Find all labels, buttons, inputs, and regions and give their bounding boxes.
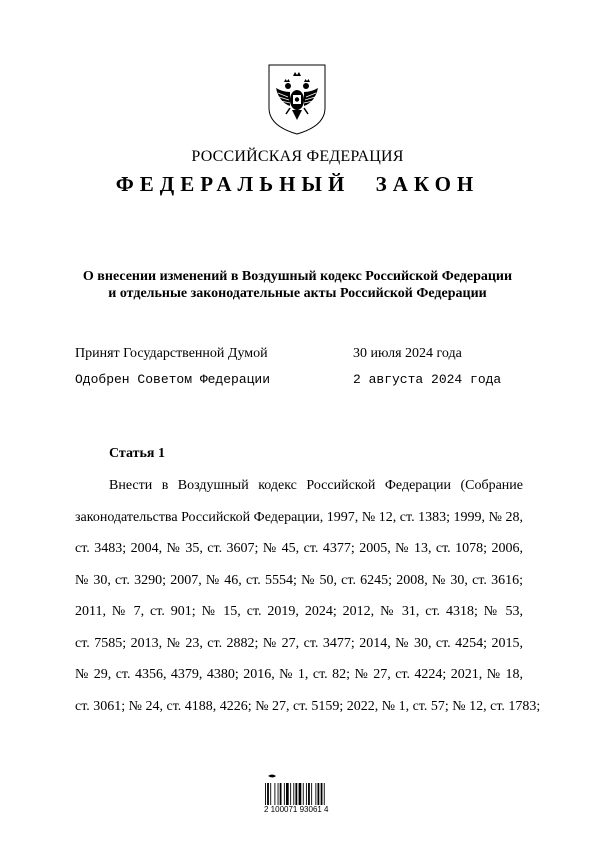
law-title-line-1: О внесении изменений в Воздушный кодекс Российской Федерации bbox=[82, 269, 513, 284]
law-title-line-2: и отдельные законодательные акты Российской Федерации bbox=[108, 286, 487, 301]
article-line: законодательства Российской Федерации, 1997, № 12, ст. 1383; 1999, № 28, bbox=[75, 509, 523, 525]
law-title bbox=[0, 268, 595, 302]
barcode-number: 2 100071 93061 4 bbox=[264, 805, 329, 814]
article-line: Внести в Воздушный кодекс Российской Федерации (Собрание bbox=[109, 478, 523, 493]
article-line: ст. 3483; 2004, № 35, ст. 3607; № 45, ст. 4377; 2005, № 13, ст. 1078; 2006, bbox=[75, 541, 523, 556]
council-approval-date: 2 августа 2024 года bbox=[353, 372, 502, 387]
state-emblem-icon bbox=[266, 62, 328, 136]
duma-adoption-date: 30 июля 2024 года bbox=[353, 346, 462, 361]
article-line: ст. 7585; 2013, № 23, ст. 2882; № 27, ст. 3477; 2014, № 30, ст. 4254; 2015, bbox=[75, 635, 523, 651]
country-name: РОССИЙСКАЯ ФЕДЕРАЦИЯ bbox=[191, 148, 404, 165]
article-line: № 29, ст. 4356, 4379, 4380; 2016, № 1, ст. 82; № 27, ст. 4224; 2021, № 18, bbox=[75, 667, 523, 682]
article-line: 2011, № 7, ст. 901; № 15, ст. 2019, 2024; 2012, № 31, ст. 4318; № 53, bbox=[75, 604, 523, 619]
article-line: № 30, ст. 3290; 2007, № 46, ст. 5554; № 50, ст. 6245; 2008, № 30, ст. 3616; bbox=[75, 572, 523, 588]
article-line: ст. 3061; № 24, ст. 4188, 4226; № 27, ст. 5159; 2022, № 1, ст. 57; № 12, ст. 1783; bbox=[75, 698, 541, 714]
duma-adoption-label: Принят Государственной Думой bbox=[75, 346, 268, 361]
article-heading: Статья 1 bbox=[109, 446, 165, 461]
council-approval-label: Одобрен Советом Федерации bbox=[75, 372, 271, 387]
document-type: ФЕДЕРАЛЬНЫЙ ЗАКОН bbox=[115, 172, 480, 196]
article-body bbox=[75, 476, 541, 728]
